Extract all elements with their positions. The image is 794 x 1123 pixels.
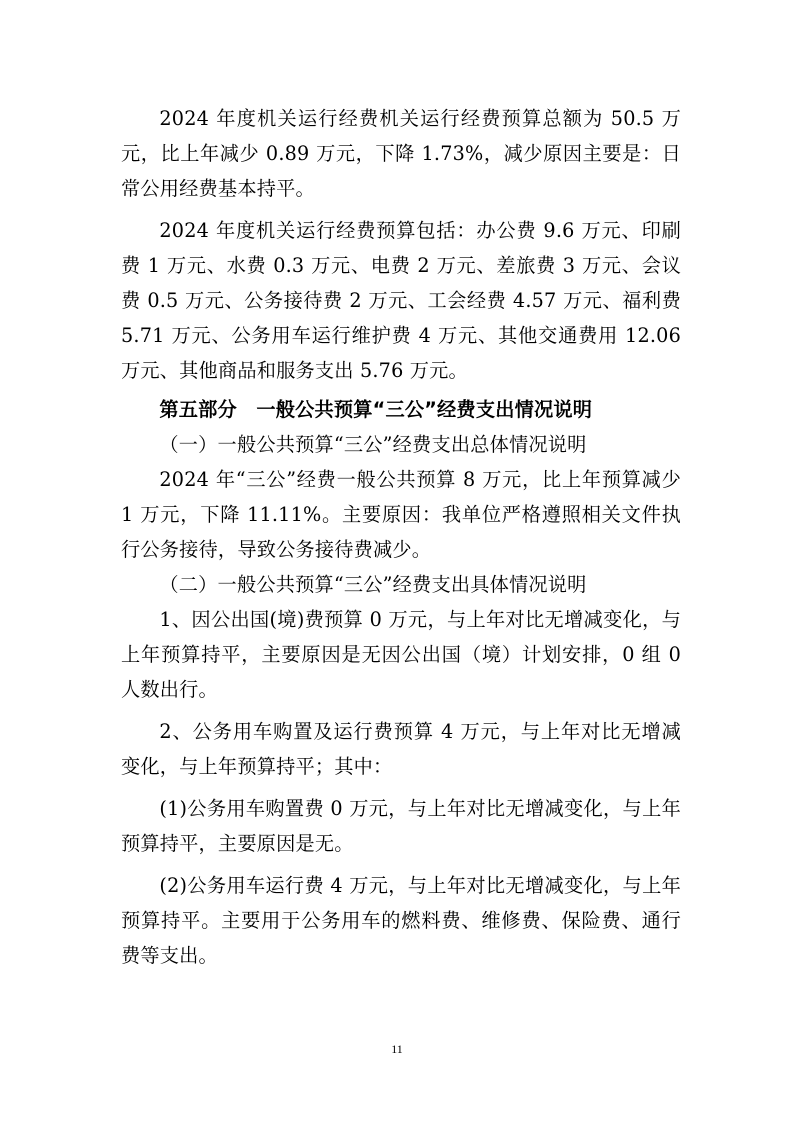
document-body xyxy=(121,101,681,973)
section-five-heading: 第五部分 一般公共预算“三公”经费支出情况说明 xyxy=(159,398,593,421)
page-number: 11 xyxy=(391,1042,403,1056)
paragraph-vehicle-total: 2、公务用车购置及运行费预算 4 万元，与上年对比无增减变化，与上年预算持平；其中： xyxy=(121,720,681,778)
paragraph-three-public-overall: 2024 年“三公”经费一般公共预算 8 万元，比上年预算减少 1 万元，下降 11.11%。主要原因：我单位严格遵照相关文件执行公务接待，导致公务接待费减少。 xyxy=(121,468,681,561)
paragraph-overseas-travel: 1、因公出国(境)费预算 0 万元，与上年对比无增减变化，与上年预算持平，主要原因是无因公出国（境）计划安排，0 组 0 人数出行。 xyxy=(121,608,681,701)
paragraph-vehicle-purchase: (1)公务用车购置费 0 万元，与上年对比无增减变化，与上年预算持平，主要原因是无。 xyxy=(121,797,681,855)
subsection-two-heading: （二）一般公共预算“三公”经费支出具体情况说明 xyxy=(159,573,587,596)
subsection-one-heading: （一）一般公共预算“三公”经费支出总体情况说明 xyxy=(159,433,587,456)
paragraph-operating-budget-items: 2024 年度机关运行经费预算包括：办公费 9.6 万元、印刷费 1 万元、水费 0.3 万元、电费 2 万元、差旅费 3 万元、会议费 0.5 万元、公务接待费 2 万元、工会经费 4.57 万元、福利费 5.71 万元、公务用车运行维护费 4 万元、其他交通费用 12.06 万元、其他商品和服务支出 5.76 万元。 xyxy=(121,219,681,382)
paragraph-vehicle-operation: (2)公务用车运行费 4 万元，与上年对比无增减变化，与上年预算持平。主要用于公务用车的燃料费、维修费、保险费、通行费等支出。 xyxy=(121,874,681,967)
paragraph-operating-budget-total: 2024 年度机关运行经费机关运行经费预算总额为 50.5 万元，比上年减少 0.89 万元，下降 1.73%，减少原因主要是：日常公用经费基本持平。 xyxy=(121,107,681,200)
